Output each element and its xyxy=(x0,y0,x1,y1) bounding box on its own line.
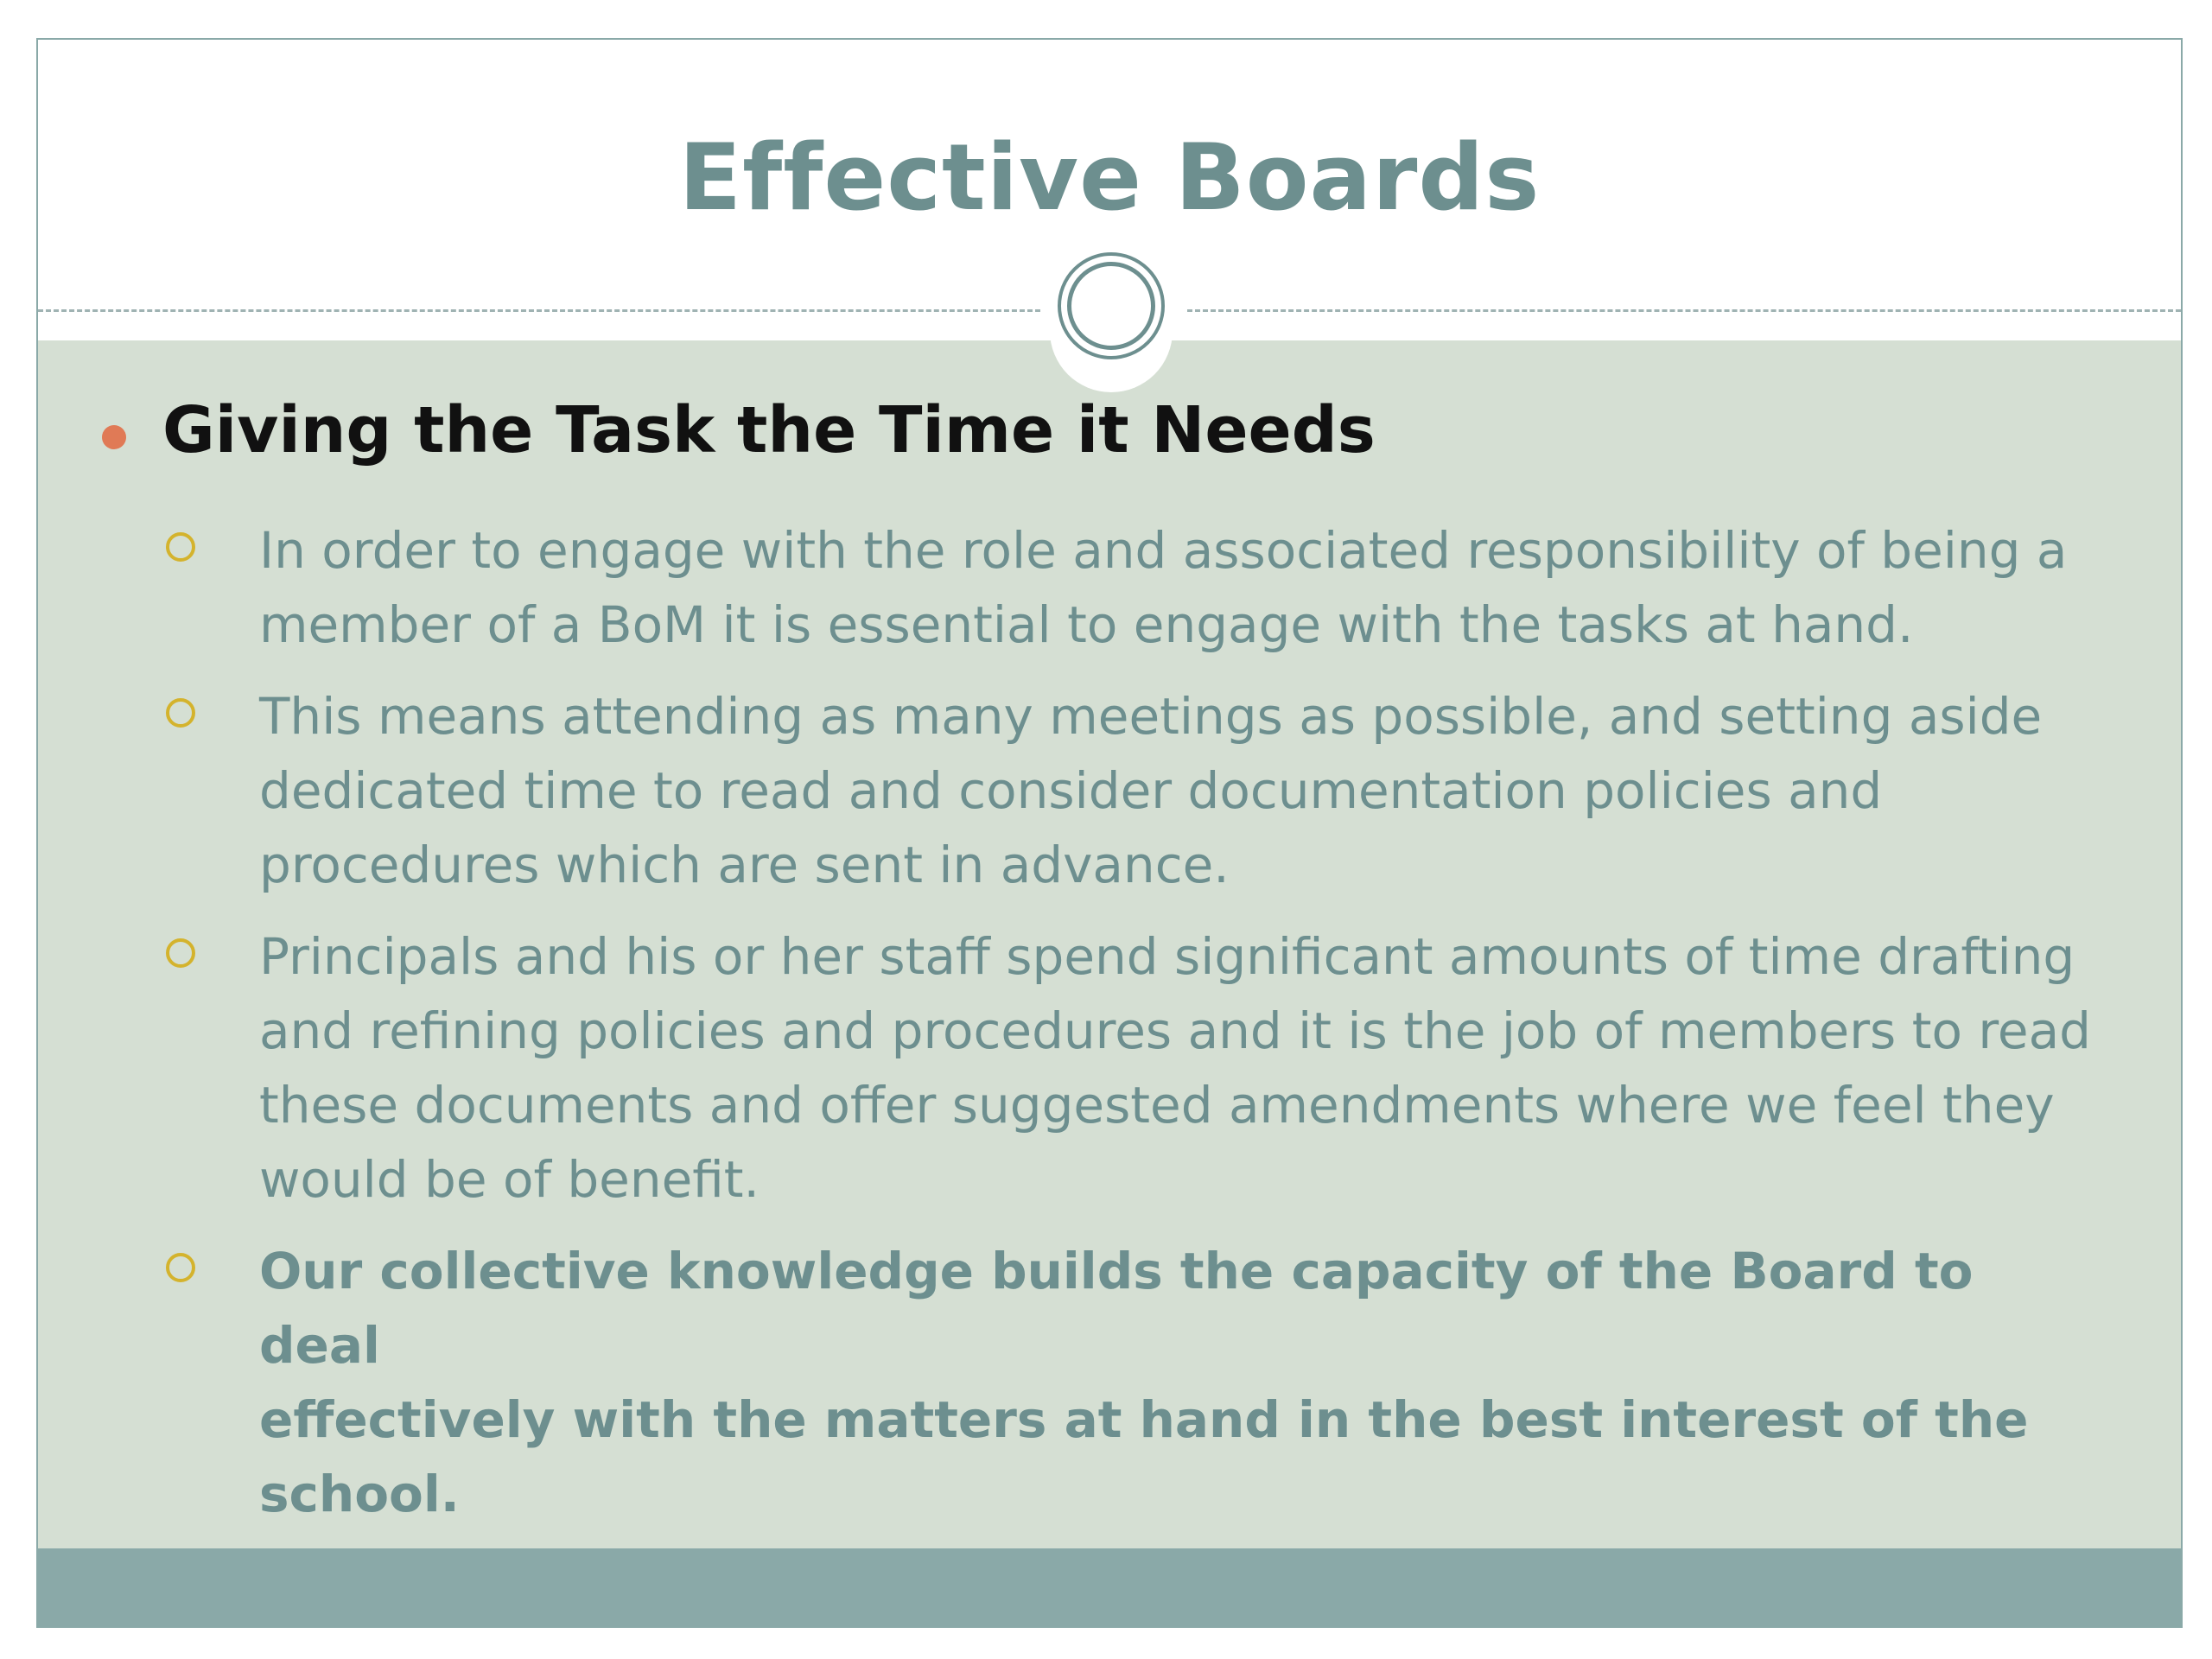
sub-bullet-item xyxy=(162,513,2107,662)
sub-bullet-line: In order to engage with the role and associated responsibility of being a xyxy=(259,521,2068,580)
divider-circle-inner-icon xyxy=(1067,262,1155,350)
sub-bullet-line: Our collective knowledge builds the capacity of the Board to deal xyxy=(259,1242,1974,1375)
sub-bullet-line: dedicated time to read and consider documentation policies and xyxy=(259,761,1883,820)
sub-bullet-line: and refining policies and procedures and it is the job of members to read xyxy=(259,1001,2091,1060)
sub-bullet-ring-icon xyxy=(166,698,195,728)
sub-bullet-item xyxy=(162,919,2107,1217)
sub-bullet-line: procedures which are sent in advance. xyxy=(259,836,1230,894)
sub-bullet-text xyxy=(259,679,2107,902)
header-divider-right xyxy=(1187,309,2181,312)
sub-bullet-line: Principals and his or her staff spend significant amounts of time drafting xyxy=(259,927,2075,986)
sub-bullet-ring-icon xyxy=(166,938,195,968)
sub-bullet-text-emphasis xyxy=(259,1234,2107,1531)
slide-title: Effective Boards xyxy=(678,124,1541,231)
main-bullet-text: Giving the Task the Time it Needs xyxy=(162,393,1376,467)
sub-bullet-item xyxy=(162,1234,2107,1531)
sub-bullet-item xyxy=(162,679,2107,902)
sub-bullet-line: would be of benefit. xyxy=(259,1150,760,1209)
header-divider-left xyxy=(38,309,1040,312)
sub-bullet-ring-icon xyxy=(166,1253,195,1282)
main-bullet-dot-icon xyxy=(102,425,126,449)
sub-bullet-line: member of a BoM it is essential to engage with the tasks at hand. xyxy=(259,595,1914,654)
sub-bullet-text xyxy=(259,919,2107,1217)
sub-bullet-text xyxy=(259,513,2107,662)
slide-footer-bar xyxy=(38,1548,2181,1626)
sub-bullet-ring-icon xyxy=(166,532,195,562)
slide xyxy=(36,38,2183,1628)
sub-bullet-line: effectively with the matters at hand in the best interest of the school. xyxy=(259,1390,2029,1523)
sub-bullet-list xyxy=(162,513,2107,1548)
sub-bullet-line: This means attending as many meetings as possible, and setting aside xyxy=(259,687,2043,746)
sub-bullet-line: these documents and offer suggested amendments where we feel they xyxy=(259,1076,2055,1135)
